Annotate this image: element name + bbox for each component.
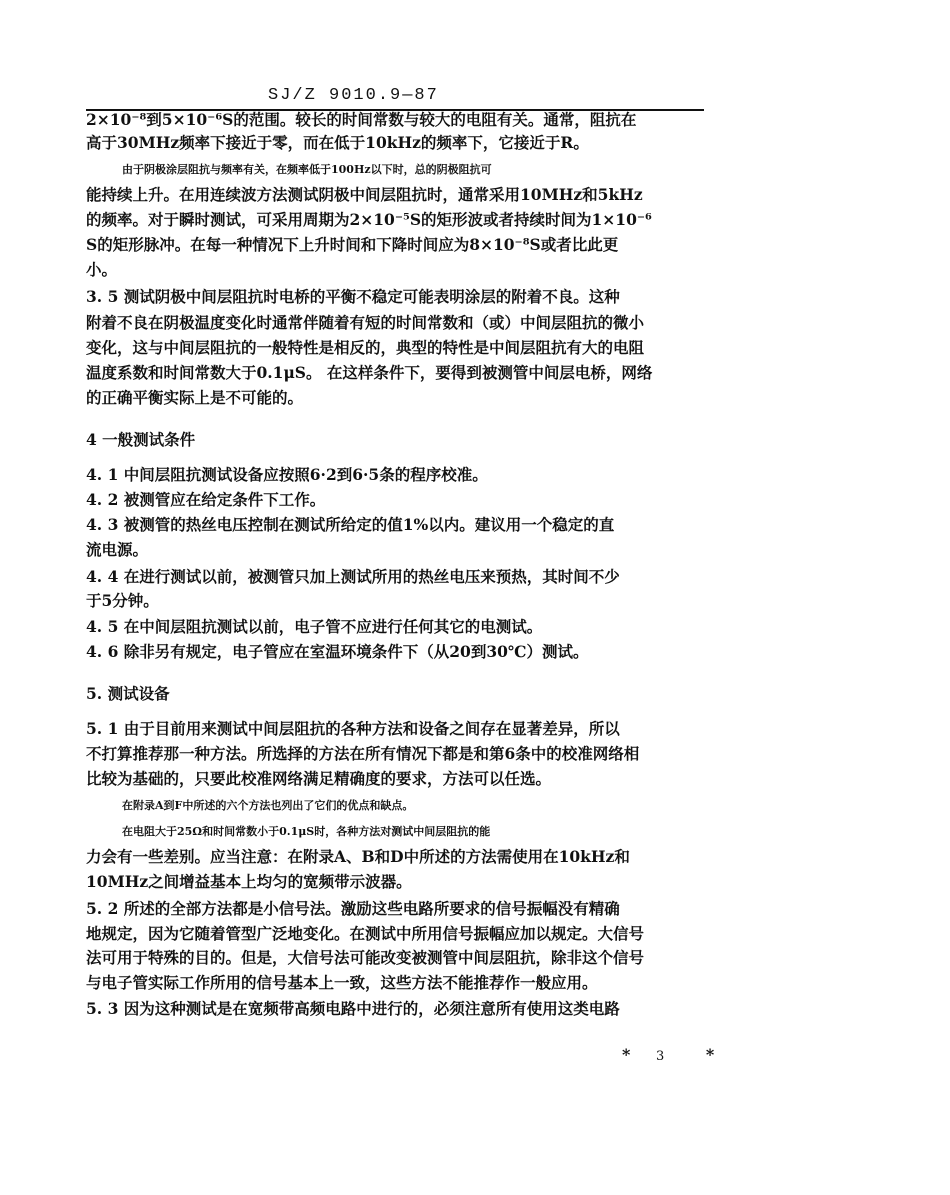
section-4-3: 4. 3 被测管的热丝电压控制在测试所给定的值1%以内。建议用一个稳定的直 [86,515,615,534]
section-4-4: 4. 4 在进行测试以前，被测管只加上测试所用的热丝电压来预热，其时间不少 [86,567,620,586]
page-header: SJ/Z 9010.9—87 [268,86,439,105]
text-line: 在附录A到F中所述的六个方法也列出了它们的优点和缺点。 [122,799,414,812]
section-5-2: 5. 2 所述的全部方法都是小信号法。激励这些电路所要求的信号振幅没有精确 [86,899,620,918]
text-line: 附着不良在阴极温度变化时通常伴随着有短的时间常数和（或）中间层阻抗的微小 [86,313,645,332]
section-4-2: 4. 2 被测管应在给定条件下工作。 [86,490,326,509]
section-4-6: 4. 6 除非另有规定，电子管应在室温环境条件下（从20到30℃）测试。 [86,642,589,661]
text-line: 在电阻大于25Ω和时间常数小于0.1μS时，各种方法对测试中间层阻抗的能 [122,825,491,838]
text-line: 高于30MHz频率下接近于零，而在低于10kHz的频率下，它接近于R。 [86,133,589,152]
heading-5: 5. 测试设备 [86,684,170,703]
text-line: 地规定，因为它随着管型广泛地变化。在测试中所用信号振幅应加以规定。大信号 [86,924,645,943]
text-line: 小。 [86,260,118,279]
text-line: 由于阴极涂层阻抗与频率有关，在频率低于100Hz以下时，总的阴极阻抗可 [122,163,492,176]
page-number: 3 [655,1049,665,1064]
text-line: 的频率。对于瞬时测试，可采用周期为2×10⁻⁵S的矩形波或者持续时间为1×10⁻⁶ [86,210,652,229]
text-line: 变化，这与中间层阻抗的一般特性是相反的，典型的特性是中间层阻抗有大的电阻 [86,338,645,357]
text-line: 的正确平衡实际上是不可能的。 [86,388,304,407]
text-line: 力会有一些差别。应当注意：在附录A、B和D中所述的方法需使用在10kHz和 [86,847,630,866]
text-line: 与电子管实际工作所用的信号基本上一致，这些方法不能推荐作一般应用。 [86,973,598,992]
text-line: 能持续上升。在用连续波方法测试阴极中间层阻抗时，通常采用10MHz和5kHz [86,185,643,204]
page-footer [622,1045,714,1064]
text-line: S的矩形脉冲。在每一种情况下上升时间和下降时间应为8×10⁻⁸S或者比此更 [86,235,619,254]
text-line: 10MHz之间增益基本上均匀的宽频带示波器。 [86,872,412,891]
footer-star-left: * [622,1045,631,1064]
text-line: 于5分钟。 [86,591,159,610]
text-line: 流电源。 [86,540,149,559]
footer-star-right: * [705,1045,715,1064]
section-4-5: 4. 5 在中间层阻抗测试以前，电子管不应进行任何其它的电测试。 [86,617,543,636]
section-5-3: 5. 3 因为这种测试是在宽频带高频电路中进行的，必须注意所有使用这类电路 [86,999,620,1018]
text-line: 比较为基础的，只要此校准网络满足精确度的要求，方法可以任选。 [86,769,552,788]
text-line: 温度系数和时间常数大于0.1μS。 在这样条件下，要得到被测管中间层电桥，网络 [86,363,653,382]
section-3-5: 3. 5 测试阴极中间层阻抗时电桥的平衡不稳定可能表明涂层的附着不良。这种 [86,287,620,306]
section-5-1: 5. 1 由于目前用来测试中间层阻抗的各种方法和设备之间存在显著差异，所以 [86,719,620,738]
text-line: 不打算推荐那一种方法。所选择的方法在所有情况下都是和第6条中的校准网络相 [86,744,640,763]
heading-4: 4 一般测试条件 [86,430,196,449]
section-4-1: 4. 1 中间层阻抗测试设备应按照6·2到6·5条的程序校准。 [86,465,488,484]
text-line: 法可用于特殊的目的。但是，大信号法可能改变被测管中间层阻抗，除非这个信号 [86,948,645,967]
text-line: 2×10⁻⁸到5×10⁻⁶S的范围。较长的时间常数与较大的电阻有关。通常，阻抗在 [86,110,637,129]
